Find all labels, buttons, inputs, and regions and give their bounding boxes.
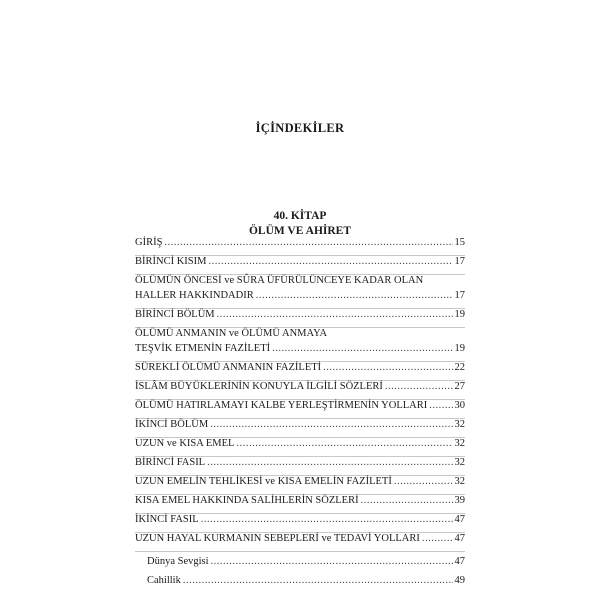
toc-entry-title: İKİNCİ FASIL <box>135 514 199 525</box>
toc-entry-title: ÖLÜMÜN ÖNCESİ ve SÛRA ÜFÜRÜLÜNCEYE KADAR OLAN <box>135 275 424 286</box>
toc-entry[interactable] <box>135 457 465 476</box>
book-heading <box>0 209 600 239</box>
toc-entry-line <box>135 256 465 271</box>
dot-leader <box>164 237 452 248</box>
dot-leader <box>236 438 452 449</box>
toc-entry[interactable] <box>135 362 465 381</box>
toc-page-number: 15 <box>454 237 465 248</box>
toc-entry-line <box>135 514 465 529</box>
toc-entry-title: KISA EMEL HAKKINDA SALİHLERİN SÖZLERİ <box>135 495 359 506</box>
table-of-contents <box>135 237 465 594</box>
toc-entry[interactable] <box>135 328 465 362</box>
toc-entry-title: TEŞVİK ETMENİN FAZİLETİ <box>135 343 271 354</box>
toc-entry-title: İKİNCİ BÖLÜM <box>135 419 209 430</box>
toc-entry-line <box>135 343 465 358</box>
toc-page-number: 27 <box>454 381 465 392</box>
dot-leader <box>385 381 453 392</box>
toc-page-number: 47 <box>454 514 465 525</box>
toc-entry-title: Cahillik <box>147 575 181 586</box>
toc-page-number: 17 <box>454 290 465 301</box>
toc-entry-line <box>135 438 465 453</box>
page-title: İÇİNDEKİLER <box>255 121 345 135</box>
toc-entry-line <box>135 419 465 434</box>
book-number: 40. KİTAP <box>273 210 327 222</box>
toc-page-number: 39 <box>454 495 465 506</box>
dot-leader <box>183 575 453 586</box>
entry-separator <box>135 551 465 552</box>
toc-entry-title: İSLÂM BÜYÜKLERİNİN KONUYLA İLGİLİ SÖZLERİ <box>135 381 383 392</box>
dot-leader <box>272 343 452 354</box>
toc-entry-line <box>135 495 465 510</box>
dot-leader <box>323 362 452 373</box>
dot-leader <box>207 457 452 468</box>
toc-entry-title: ÖLÜMÜ HATIRLAMAYI KALBE YERLEŞTİRMENİN YOLLARI <box>135 400 428 411</box>
toc-entry[interactable] <box>135 495 465 514</box>
toc-entry-title: UZUN ve KISA EMEL <box>135 438 235 449</box>
toc-entry-line <box>135 328 465 343</box>
toc-entry-line <box>135 556 465 571</box>
toc-page-number: 32 <box>454 419 465 430</box>
toc-page-number: 47 <box>454 556 465 567</box>
toc-entry[interactable] <box>135 438 465 457</box>
toc-page-number: 19 <box>454 343 465 354</box>
toc-entry-line <box>135 290 465 305</box>
toc-entry[interactable] <box>135 476 465 495</box>
dot-leader <box>210 419 452 430</box>
toc-page-number: 32 <box>454 476 465 487</box>
toc-page-number: 30 <box>454 400 465 411</box>
toc-entry-line <box>135 237 465 252</box>
toc-entry-line <box>135 533 465 548</box>
toc-page-number: 17 <box>454 256 465 267</box>
toc-entry[interactable] <box>135 575 465 594</box>
toc-entry-line <box>135 309 465 324</box>
dot-leader <box>211 556 453 567</box>
toc-entry[interactable] <box>135 237 465 256</box>
dot-leader <box>394 476 453 487</box>
toc-entry-title: SÜREKLİ ÖLÜMÜ ANMANIN FAZİLETİ <box>135 362 322 373</box>
toc-entry[interactable] <box>135 419 465 438</box>
toc-entry-title: HALLER HAKKINDADIR <box>135 290 254 301</box>
toc-entry[interactable] <box>135 514 465 533</box>
dot-leader <box>361 495 453 506</box>
toc-page-number: 32 <box>454 457 465 468</box>
toc-entry-title: ÖLÜMÜ ANMANIN ve ÖLÜMÜ ANMAYA <box>135 328 328 339</box>
dot-leader <box>429 400 452 411</box>
toc-page-number: 49 <box>454 575 465 586</box>
dot-leader <box>208 256 452 267</box>
toc-entry[interactable] <box>135 309 465 328</box>
toc-entry[interactable] <box>135 533 465 552</box>
toc-entry-title: UZUN EMELİN TEHLİKESİ ve KISA EMELİN FAZİLETİ <box>135 476 392 487</box>
toc-entry-line <box>135 575 465 590</box>
toc-entry[interactable] <box>135 381 465 400</box>
book-name: ÖLÜM VE AHİRET <box>248 225 352 237</box>
toc-entry[interactable] <box>135 400 465 419</box>
toc-entry-line <box>135 275 465 290</box>
toc-entry-line <box>135 400 465 415</box>
toc-entry[interactable] <box>135 256 465 275</box>
toc-entry-line <box>135 457 465 472</box>
dot-leader <box>422 533 453 544</box>
toc-page-number: 22 <box>454 362 465 373</box>
toc-entry-line <box>135 381 465 396</box>
toc-page-number: 32 <box>454 438 465 449</box>
dot-leader <box>217 309 453 320</box>
dot-leader <box>201 514 453 525</box>
toc-entry[interactable] <box>135 275 465 309</box>
toc-entry-line <box>135 476 465 491</box>
toc-page-number: 47 <box>454 533 465 544</box>
toc-entry-title: BİRİNCİ KISIM <box>135 256 207 267</box>
toc-entry-line <box>135 362 465 377</box>
toc-page-number: 19 <box>454 309 465 320</box>
toc-entry-title: BİRİNCİ FASIL <box>135 457 206 468</box>
toc-entry-title: UZUN HAYAL KURMANIN SEBEPLERİ ve TEDAVİ YOLLARI <box>135 533 420 544</box>
dot-leader <box>256 290 453 301</box>
toc-entry-title: Dünya Sevgisi <box>147 556 209 567</box>
toc-entry-title: BİRİNCİ BÖLÜM <box>135 309 215 320</box>
toc-entry-title: GİRİŞ <box>135 237 163 248</box>
toc-entry[interactable] <box>135 556 465 575</box>
